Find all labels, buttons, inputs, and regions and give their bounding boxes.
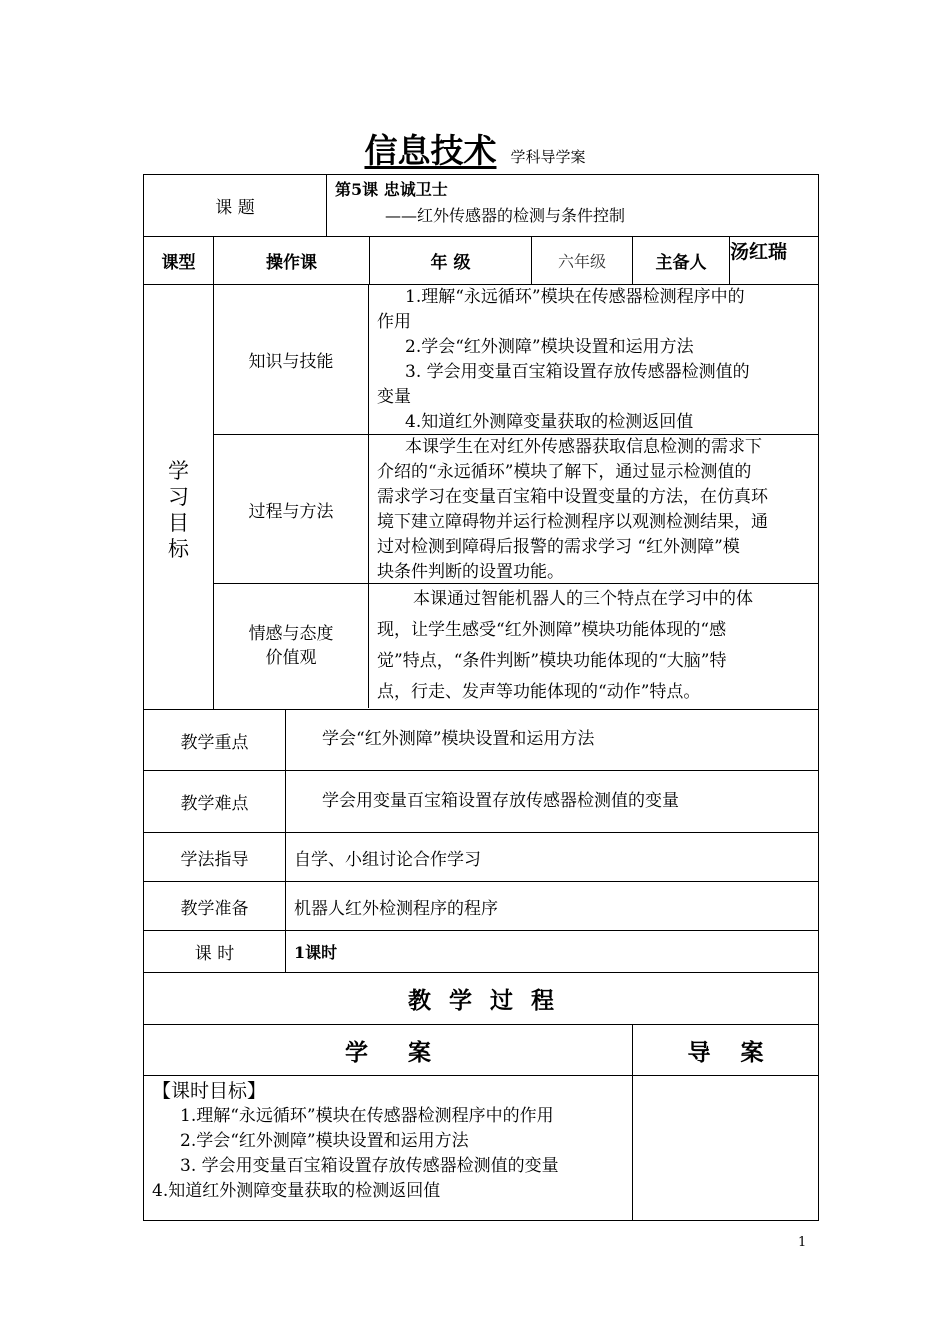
process-line: 境下建立障碍物并运行检测程序以观测检测结果，通 — [377, 512, 768, 532]
goals-label-text: 学习目标 — [168, 458, 189, 561]
study-plan-header: 学案 — [144, 1025, 633, 1075]
author-label: 主备人 — [633, 237, 730, 284]
process-label: 过程与方法 — [214, 435, 369, 583]
lesson-plan-table — [143, 174, 819, 1221]
objective-line: 2.学会“红外测障”模块设置和运用方法 — [180, 1131, 469, 1151]
topic-line-2: ——红外传感器的检测与条件控制 — [385, 206, 626, 225]
knowledge-content — [369, 285, 818, 434]
process-line: 介绍的“永远循环”模块了解下，通过显示检测值的 — [377, 462, 752, 482]
emotion-line: 本课通过智能机器人的三个特点在学习中的体 — [413, 589, 753, 609]
emotion-line: 点，行走、发声等功能体现的“动作”特点。 — [377, 682, 701, 702]
grade-value: 六年级 — [532, 237, 633, 284]
key-point-value: 学会“红外测障”模块设置和运用方法 — [322, 729, 595, 749]
type-label: 课型 — [144, 237, 214, 284]
objectives-title: 【课时目标】 — [152, 1080, 267, 1102]
emotion-label-line-2: 价值观 — [265, 648, 317, 668]
type-value: 操作课 — [214, 237, 370, 284]
emotion-label-line-1: 情感与态度 — [248, 624, 334, 644]
objective-line: 1.理解“永远循环”模块在传感器检测程序中的作用 — [180, 1106, 554, 1126]
key-point-row — [144, 710, 818, 771]
hours-value: 1课时 — [294, 943, 338, 962]
objective-line: 4.知道红外测障变量获取的检测返回值 — [152, 1181, 441, 1201]
method-label: 学法指导 — [144, 833, 286, 881]
goals-block — [144, 285, 818, 710]
document-title-row — [0, 125, 950, 175]
key-point-label: 教学重点 — [144, 710, 286, 770]
grade-label: 年 级 — [370, 237, 532, 284]
author-value: 汤红瑞 — [730, 241, 788, 263]
process-line: 本课学生在对红外传感器获取信息检测的需求下 — [405, 437, 762, 457]
objective-line: 3. 学会用变量百宝箱设置存放传感器检测值的变量 — [180, 1156, 559, 1176]
teaching-process-title: 教学过程 — [408, 988, 572, 1014]
knowledge-line: 1.理解“永远循环”模块在传感器检测程序中的 — [405, 287, 745, 307]
knowledge-line: 作用 — [377, 312, 411, 332]
objectives-content — [144, 1076, 633, 1220]
emotion-row — [214, 584, 818, 708]
topic-label: 课 题 — [144, 175, 327, 236]
topic-value — [327, 175, 818, 236]
goals-subtable — [214, 285, 818, 709]
emotion-line: 现，让学生感受“红外测障”模块功能体现的“感 — [377, 620, 727, 640]
hours-label: 课 时 — [144, 931, 286, 972]
prep-value: 机器人红外检测程序的程序 — [294, 898, 498, 919]
method-value: 自学、小组讨论合作学习 — [294, 849, 481, 870]
difficult-point-row — [144, 771, 818, 833]
emotion-content — [369, 584, 818, 708]
knowledge-line: 2.学会“红外测障”模块设置和运用方法 — [405, 337, 694, 357]
process-goal-row — [214, 435, 818, 584]
process-line: 需求学习在变量百宝箱中设置变量的方法，在仿真环 — [377, 487, 768, 507]
knowledge-line: 4.知道红外测障变量获取的检测返回值 — [405, 412, 694, 432]
difficult-point-value: 学会用变量百宝箱设置存放传感器检测值的变量 — [322, 791, 679, 811]
document-subtitle: 学科导学案 — [510, 148, 586, 166]
knowledge-row — [214, 285, 818, 435]
method-row — [144, 833, 818, 882]
process-content — [369, 435, 818, 583]
knowledge-line: 变量 — [377, 387, 411, 407]
objectives-row — [144, 1076, 818, 1220]
prep-row — [144, 882, 818, 931]
difficult-point-label: 教学难点 — [144, 771, 286, 832]
emotion-label — [214, 584, 369, 708]
topic-line-1: 第5课 忠诚卫士 — [335, 180, 448, 199]
page-number: 1 — [798, 1235, 807, 1250]
guide-plan-cell — [633, 1076, 818, 1220]
emotion-line: 觉”特点，“条件判断”模块功能体现的“大脑”特 — [377, 651, 727, 671]
knowledge-line: 3. 学会用变量百宝箱设置存放传感器检测值的 — [405, 362, 750, 382]
hours-row — [144, 931, 818, 973]
process-line: 块条件判断的设置功能。 — [377, 562, 564, 582]
knowledge-label: 知识与技能 — [214, 285, 369, 434]
plan-header-row — [144, 1025, 818, 1076]
guide-plan-header: 导案 — [687, 1039, 794, 1066]
process-line: 过对检测到障碍后报警的需求学习 “红外测障”模 — [377, 537, 740, 557]
info-row — [144, 237, 818, 285]
prep-label: 教学准备 — [144, 882, 286, 930]
teaching-process-row — [144, 973, 818, 1025]
topic-row — [144, 175, 818, 237]
goals-label — [144, 285, 214, 709]
document-title: 信息技术 — [364, 131, 497, 170]
